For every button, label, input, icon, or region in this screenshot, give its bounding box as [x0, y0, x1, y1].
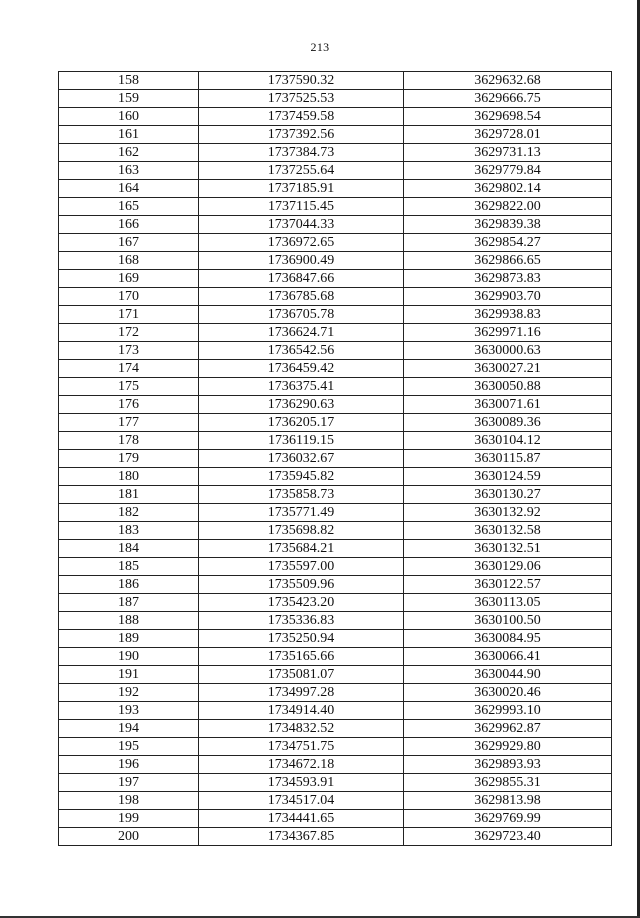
y-coordinate-cell: 3630027.21 — [404, 360, 612, 378]
table-row — [59, 288, 612, 306]
point-number-cell: 200 — [59, 828, 199, 846]
y-coordinate-cell: 3629993.10 — [404, 702, 612, 720]
y-coordinate-cell: 3630066.41 — [404, 648, 612, 666]
x-coordinate-cell: 1734367.85 — [199, 828, 404, 846]
table-row — [59, 504, 612, 522]
point-number-cell: 163 — [59, 162, 199, 180]
y-coordinate-cell: 3629813.98 — [404, 792, 612, 810]
y-coordinate-cell: 3629769.99 — [404, 810, 612, 828]
point-number-cell: 166 — [59, 216, 199, 234]
y-coordinate-cell: 3629855.31 — [404, 774, 612, 792]
table-row — [59, 432, 612, 450]
y-coordinate-cell: 3630044.90 — [404, 666, 612, 684]
y-coordinate-cell: 3629779.84 — [404, 162, 612, 180]
y-coordinate-cell: 3629728.01 — [404, 126, 612, 144]
table-row — [59, 576, 612, 594]
x-coordinate-cell: 1734441.65 — [199, 810, 404, 828]
point-number-cell: 189 — [59, 630, 199, 648]
x-coordinate-cell: 1735165.66 — [199, 648, 404, 666]
table-row — [59, 630, 612, 648]
y-coordinate-cell: 3630132.92 — [404, 504, 612, 522]
point-number-cell: 185 — [59, 558, 199, 576]
point-number-cell: 197 — [59, 774, 199, 792]
y-coordinate-cell: 3629666.75 — [404, 90, 612, 108]
x-coordinate-cell: 1735423.20 — [199, 594, 404, 612]
point-number-cell: 192 — [59, 684, 199, 702]
x-coordinate-cell: 1736119.15 — [199, 432, 404, 450]
point-number-cell: 195 — [59, 738, 199, 756]
x-coordinate-cell: 1734832.52 — [199, 720, 404, 738]
x-coordinate-cell: 1735945.82 — [199, 468, 404, 486]
point-number-cell: 160 — [59, 108, 199, 126]
x-coordinate-cell: 1737384.73 — [199, 144, 404, 162]
x-coordinate-cell: 1736032.67 — [199, 450, 404, 468]
y-coordinate-cell: 3629938.83 — [404, 306, 612, 324]
table-row — [59, 828, 612, 846]
y-coordinate-cell: 3630000.63 — [404, 342, 612, 360]
table-row — [59, 558, 612, 576]
y-coordinate-cell: 3630132.51 — [404, 540, 612, 558]
x-coordinate-cell: 1736972.65 — [199, 234, 404, 252]
point-number-cell: 172 — [59, 324, 199, 342]
coordinates-table-body — [59, 72, 612, 846]
table-row — [59, 126, 612, 144]
table-row — [59, 720, 612, 738]
point-number-cell: 184 — [59, 540, 199, 558]
x-coordinate-cell: 1735597.00 — [199, 558, 404, 576]
y-coordinate-cell: 3629893.93 — [404, 756, 612, 774]
table-row — [59, 684, 612, 702]
x-coordinate-cell: 1735081.07 — [199, 666, 404, 684]
table-row — [59, 180, 612, 198]
point-number-cell: 179 — [59, 450, 199, 468]
point-number-cell: 164 — [59, 180, 199, 198]
x-coordinate-cell: 1737459.58 — [199, 108, 404, 126]
table-row — [59, 666, 612, 684]
point-number-cell: 161 — [59, 126, 199, 144]
table-row — [59, 324, 612, 342]
y-coordinate-cell: 3629854.27 — [404, 234, 612, 252]
point-number-cell: 170 — [59, 288, 199, 306]
point-number-cell: 173 — [59, 342, 199, 360]
table-row — [59, 270, 612, 288]
table-row — [59, 648, 612, 666]
table-row — [59, 234, 612, 252]
y-coordinate-cell: 3630084.95 — [404, 630, 612, 648]
y-coordinate-cell: 3629839.38 — [404, 216, 612, 234]
y-coordinate-cell: 3630132.58 — [404, 522, 612, 540]
x-coordinate-cell: 1737525.53 — [199, 90, 404, 108]
x-coordinate-cell: 1734997.28 — [199, 684, 404, 702]
table-row — [59, 810, 612, 828]
y-coordinate-cell: 3630071.61 — [404, 396, 612, 414]
table-row — [59, 108, 612, 126]
point-number-cell: 165 — [59, 198, 199, 216]
x-coordinate-cell: 1735250.94 — [199, 630, 404, 648]
point-number-cell: 187 — [59, 594, 199, 612]
point-number-cell: 171 — [59, 306, 199, 324]
x-coordinate-cell: 1735858.73 — [199, 486, 404, 504]
y-coordinate-cell: 3630124.59 — [404, 468, 612, 486]
x-coordinate-cell: 1734751.75 — [199, 738, 404, 756]
y-coordinate-cell: 3630050.88 — [404, 378, 612, 396]
point-number-cell: 162 — [59, 144, 199, 162]
x-coordinate-cell: 1736459.42 — [199, 360, 404, 378]
y-coordinate-cell: 3629731.13 — [404, 144, 612, 162]
point-number-cell: 176 — [59, 396, 199, 414]
page-number: 213 — [310, 40, 330, 54]
point-number-cell: 199 — [59, 810, 199, 828]
x-coordinate-cell: 1737044.33 — [199, 216, 404, 234]
table-row — [59, 252, 612, 270]
x-coordinate-cell: 1736542.56 — [199, 342, 404, 360]
table-row — [59, 612, 612, 630]
table-row — [59, 414, 612, 432]
point-number-cell: 194 — [59, 720, 199, 738]
point-number-cell: 190 — [59, 648, 199, 666]
x-coordinate-cell: 1737255.64 — [199, 162, 404, 180]
table-row — [59, 774, 612, 792]
table-row — [59, 522, 612, 540]
point-number-cell: 178 — [59, 432, 199, 450]
point-number-cell: 196 — [59, 756, 199, 774]
x-coordinate-cell: 1736705.78 — [199, 306, 404, 324]
y-coordinate-cell: 3629971.16 — [404, 324, 612, 342]
table-row — [59, 342, 612, 360]
table-row — [59, 198, 612, 216]
x-coordinate-cell: 1737185.91 — [199, 180, 404, 198]
x-coordinate-cell: 1736900.49 — [199, 252, 404, 270]
x-coordinate-cell: 1734517.04 — [199, 792, 404, 810]
x-coordinate-cell: 1736205.17 — [199, 414, 404, 432]
table-row — [59, 90, 612, 108]
y-coordinate-cell: 3629698.54 — [404, 108, 612, 126]
point-number-cell: 188 — [59, 612, 199, 630]
y-coordinate-cell: 3629866.65 — [404, 252, 612, 270]
x-coordinate-cell: 1735684.21 — [199, 540, 404, 558]
y-coordinate-cell: 3630113.05 — [404, 594, 612, 612]
coordinates-table — [58, 71, 612, 846]
table-row — [59, 540, 612, 558]
point-number-cell: 168 — [59, 252, 199, 270]
table-row — [59, 468, 612, 486]
x-coordinate-cell: 1735698.82 — [199, 522, 404, 540]
y-coordinate-cell: 3629822.00 — [404, 198, 612, 216]
y-coordinate-cell: 3629632.68 — [404, 72, 612, 90]
table-row — [59, 216, 612, 234]
table-row — [59, 306, 612, 324]
table-row — [59, 702, 612, 720]
point-number-cell: 182 — [59, 504, 199, 522]
y-coordinate-cell: 3630100.50 — [404, 612, 612, 630]
x-coordinate-cell: 1737590.32 — [199, 72, 404, 90]
point-number-cell: 186 — [59, 576, 199, 594]
x-coordinate-cell: 1736290.63 — [199, 396, 404, 414]
table-row — [59, 378, 612, 396]
x-coordinate-cell: 1734914.40 — [199, 702, 404, 720]
x-coordinate-cell: 1736847.66 — [199, 270, 404, 288]
y-coordinate-cell: 3630122.57 — [404, 576, 612, 594]
y-coordinate-cell: 3630104.12 — [404, 432, 612, 450]
x-coordinate-cell: 1734672.18 — [199, 756, 404, 774]
point-number-cell: 169 — [59, 270, 199, 288]
x-coordinate-cell: 1735509.96 — [199, 576, 404, 594]
point-number-cell: 175 — [59, 378, 199, 396]
point-number-cell: 181 — [59, 486, 199, 504]
table-row — [59, 162, 612, 180]
point-number-cell: 193 — [59, 702, 199, 720]
table-row — [59, 594, 612, 612]
point-number-cell: 180 — [59, 468, 199, 486]
table-row — [59, 72, 612, 90]
table-row — [59, 450, 612, 468]
table-row — [59, 756, 612, 774]
x-coordinate-cell: 1736624.71 — [199, 324, 404, 342]
point-number-cell: 174 — [59, 360, 199, 378]
point-number-cell: 177 — [59, 414, 199, 432]
y-coordinate-cell: 3630130.27 — [404, 486, 612, 504]
x-coordinate-cell: 1734593.91 — [199, 774, 404, 792]
point-number-cell: 191 — [59, 666, 199, 684]
y-coordinate-cell: 3630020.46 — [404, 684, 612, 702]
table-row — [59, 486, 612, 504]
table-row — [59, 738, 612, 756]
y-coordinate-cell: 3630129.06 — [404, 558, 612, 576]
y-coordinate-cell: 3629903.70 — [404, 288, 612, 306]
x-coordinate-cell: 1735336.83 — [199, 612, 404, 630]
x-coordinate-cell: 1735771.49 — [199, 504, 404, 522]
y-coordinate-cell: 3629929.80 — [404, 738, 612, 756]
table-row — [59, 396, 612, 414]
y-coordinate-cell: 3629962.87 — [404, 720, 612, 738]
point-number-cell: 183 — [59, 522, 199, 540]
point-number-cell: 159 — [59, 90, 199, 108]
table-row — [59, 144, 612, 162]
point-number-cell: 167 — [59, 234, 199, 252]
point-number-cell: 198 — [59, 792, 199, 810]
table-row — [59, 360, 612, 378]
point-number-cell: 158 — [59, 72, 199, 90]
x-coordinate-cell: 1736375.41 — [199, 378, 404, 396]
x-coordinate-cell: 1737392.56 — [199, 126, 404, 144]
y-coordinate-cell: 3630115.87 — [404, 450, 612, 468]
table-row — [59, 792, 612, 810]
x-coordinate-cell: 1737115.45 — [199, 198, 404, 216]
y-coordinate-cell: 3629873.83 — [404, 270, 612, 288]
y-coordinate-cell: 3629802.14 — [404, 180, 612, 198]
x-coordinate-cell: 1736785.68 — [199, 288, 404, 306]
y-coordinate-cell: 3629723.40 — [404, 828, 612, 846]
y-coordinate-cell: 3630089.36 — [404, 414, 612, 432]
